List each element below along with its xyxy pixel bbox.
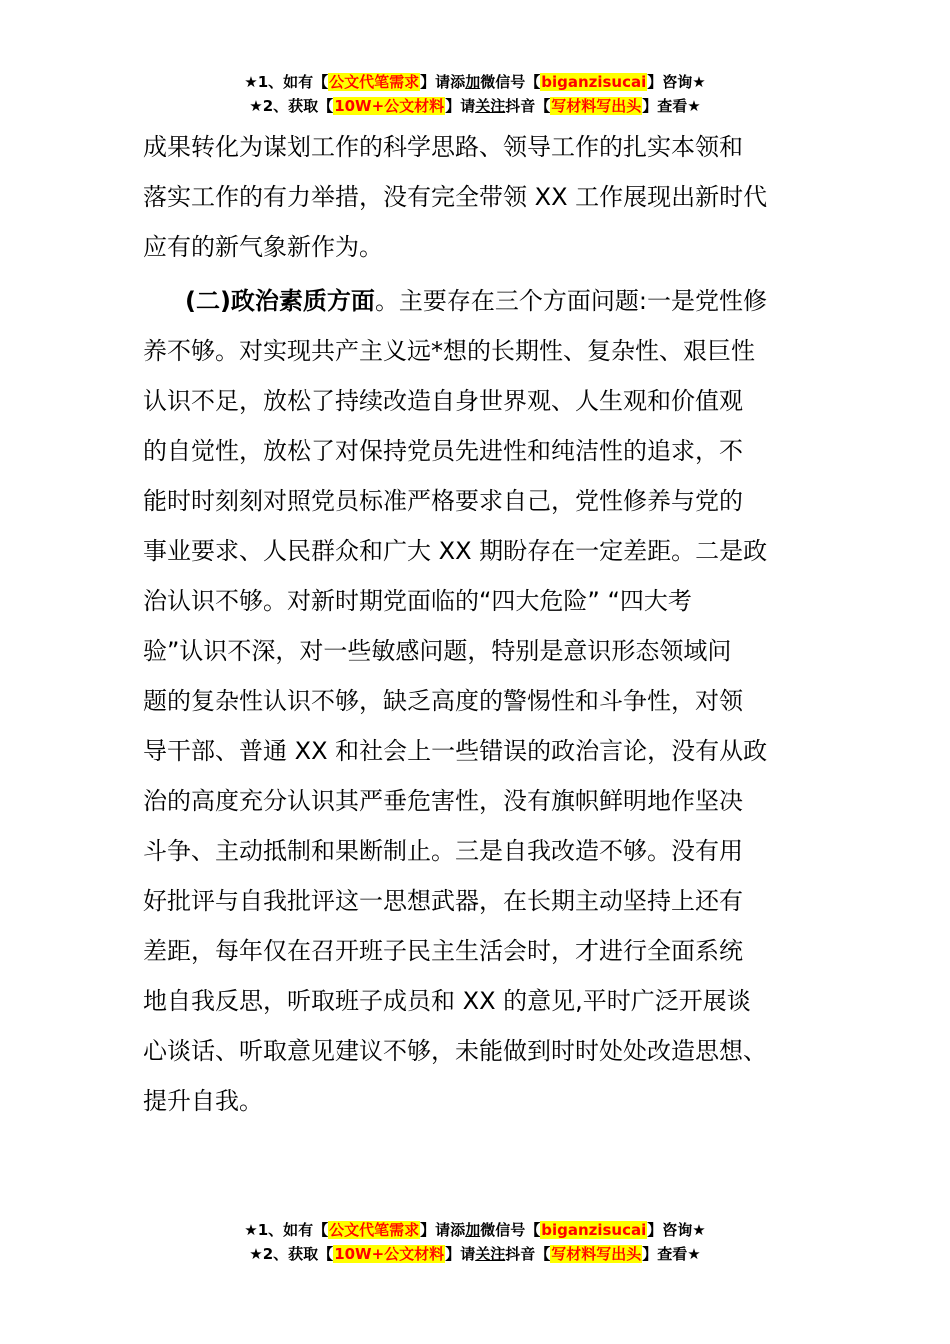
text-line-first (143, 276, 808, 326)
paragraph-1 (143, 122, 808, 272)
text-run: 。主要存在三个方面问题:一是党性修 (374, 287, 768, 315)
text-line: 导干部、普通 XX 和社会上一些错误的政治言论，没有从政 (143, 737, 768, 765)
banner-text: 】咨询★ (647, 73, 706, 91)
banner-text: 】请添 (420, 73, 466, 91)
highlight-materials: 10W+公文材料 (334, 97, 445, 115)
highlight-douyin-id: 写材料写出头 (551, 97, 642, 115)
highlight-wechat-id: biganzisucai (541, 1221, 647, 1239)
banner-text: 微信号【 (480, 73, 541, 91)
text-line: 治的高度充分认识其严垂危害性，没有旗帜鲜明地作坚决 (143, 787, 743, 815)
text-line: 斗争、主动抵制和果断制止。三是自我改造不够。没有用 (143, 837, 743, 865)
text-line: 认识不足，放松了持续改造自身世界观、人生观和价值观 (143, 387, 743, 415)
text-line: 落实工作的有力举措，没有完全带领 XX 工作展现出新时代 (143, 183, 768, 211)
text-line: 养不够。对实现共产主义远*想的长期性、复杂性、艰巨性 (143, 337, 755, 365)
banner-text: ★1、如有【 (244, 1221, 329, 1239)
text-line: 成果转化为谋划工作的科学思路、领导工作的扎实本领和 (143, 133, 743, 161)
document-body (143, 122, 808, 1126)
text-line: 应有的新气象新作为。 (143, 233, 383, 261)
banner-text: 抖音【 (505, 1245, 551, 1263)
banner-text: ★2、获取【 (249, 1245, 334, 1263)
banner-text: 】查看★ (642, 97, 701, 115)
paragraph-2 (143, 276, 808, 1126)
text-line: 的自觉性，放松了对保持党员先进性和纯洁性的追求，不 (143, 437, 743, 465)
text-line: 事业要求、人民群众和广大 XX 期盼存在一定差距。二是政 (143, 537, 768, 565)
section-heading: (二)政治素质方面 (185, 287, 375, 315)
banner-text: 】咨询★ (647, 1221, 706, 1239)
banner-line-2 (0, 94, 950, 118)
banner-underlined: 加 (465, 1221, 481, 1239)
text-line: 心谈话、听取意见建议不够，未能做到时时处处改造思想、 (143, 1037, 767, 1065)
text-line: 治认识不够。对新时期党面临的“四大危险” “四大考 (143, 587, 692, 615)
text-line: 题的复杂性认识不够，缺乏高度的警惕性和斗争性，对领 (143, 687, 743, 715)
footer-banner (0, 1218, 950, 1266)
highlight-douyin-id: 写材料写出头 (551, 1245, 642, 1263)
banner-text: 】请 (445, 1245, 476, 1263)
highlight-ghostwriting: 公文代笔需求 (329, 73, 420, 91)
banner-text: ★1、如有【 (244, 73, 329, 91)
banner-underlined: 关注 (475, 1245, 506, 1263)
text-line: 地自我反思，听取班子成员和 XX 的意见,平时广泛开展谈 (143, 987, 751, 1015)
banner-text: 】查看★ (642, 1245, 701, 1263)
banner-text: 】请添 (420, 1221, 466, 1239)
banner-line-1 (0, 1218, 950, 1242)
banner-line-1 (0, 70, 950, 94)
banner-underlined: 关注 (475, 97, 506, 115)
text-line: 好批评与自我批评这一思想武器，在长期主动坚持上还有 (143, 887, 743, 915)
text-line: 能时时刻刻对照党员标准严格要求自己，党性修养与党的 (143, 487, 743, 515)
banner-text: 】请 (445, 97, 476, 115)
banner-text: 微信号【 (480, 1221, 541, 1239)
text-line: 差距，每年仅在召开班子民主生活会时，才进行全面系统 (143, 937, 743, 965)
highlight-wechat-id: biganzisucai (541, 73, 647, 91)
text-line: 验”认识不深，对一些敏感问题，特别是意识形态领域问 (143, 637, 732, 665)
banner-line-2 (0, 1242, 950, 1266)
banner-underlined: 加 (465, 73, 481, 91)
highlight-materials: 10W+公文材料 (334, 1245, 445, 1263)
banner-text: ★2、获取【 (249, 97, 334, 115)
banner-text: 抖音【 (505, 97, 551, 115)
header-banner (0, 70, 950, 118)
highlight-ghostwriting: 公文代笔需求 (329, 1221, 420, 1239)
text-line: 提升自我。 (143, 1087, 263, 1115)
